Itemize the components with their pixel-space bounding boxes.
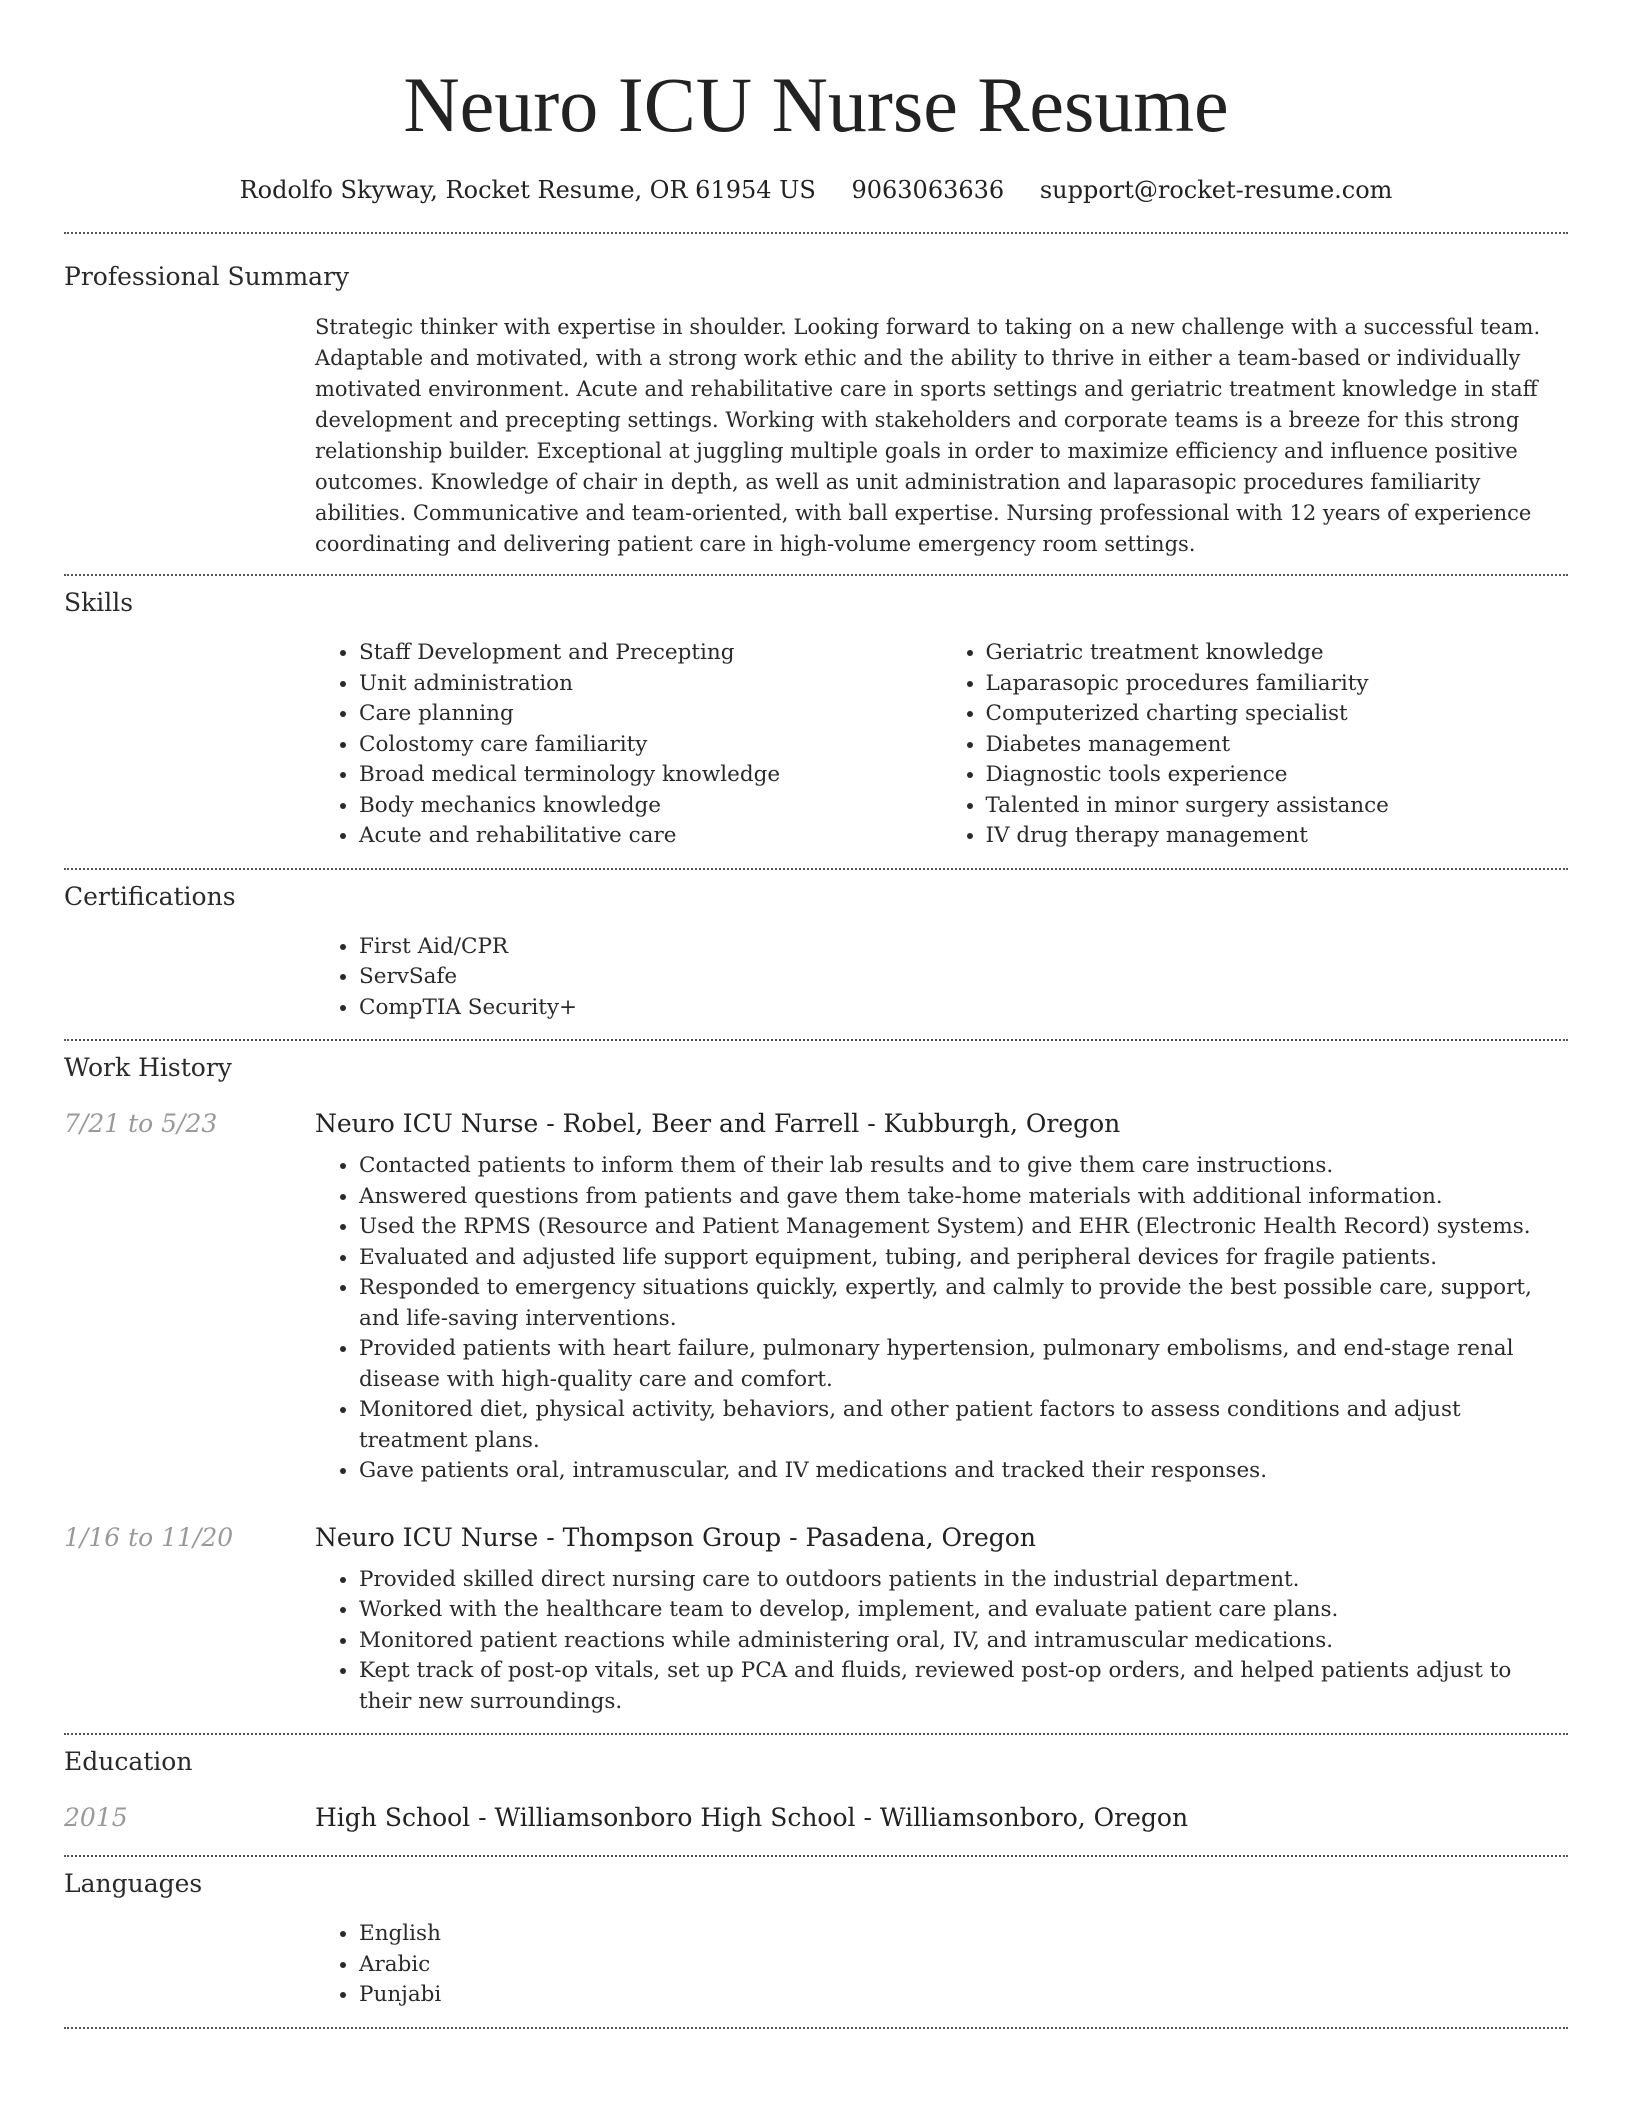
skills-section [64,576,1568,852]
languages-section [64,1857,1568,2011]
skills-list-right [942,638,1569,852]
contact-line [64,172,1568,208]
work-section [64,1041,1568,1717]
education-title: High School - Williamsonboro High School - Williamsonboro, Oregon [315,1803,1189,1832]
summary-section [64,234,1568,560]
list-item: • Kept track of post-op vitals, set up PCA and fluids, reviewed post-op orders, and helped patients adjust to their new surroundings. [359,1656,1568,1717]
list-item: • Gave patients oral, intramuscular, and IV medications and tracked their responses. [359,1456,1568,1487]
list-item: • Diagnostic tools experience [986,760,1569,791]
job-header [64,1107,1568,1141]
resume-title: Neuro ICU Nurse Resume [403,61,1229,148]
list-item: • Responded to emergency situations quickly, expertly, and calmly to provide the best possible care, support, and life-saving interventions. [359,1273,1568,1334]
job-bullets [315,1565,1568,1718]
work-heading: Work History [64,1053,232,1082]
list-item: • Broad medical terminology knowledge [359,760,942,791]
list-item: • IV drug therapy management [986,821,1569,852]
list-item: • Staff Development and Precepting [359,638,942,669]
job-title: Neuro ICU Nurse - Robel, Beer and Farrell - Kubburgh, Oregon [315,1109,1121,1138]
certifications-list [315,932,1568,1024]
education-date: 2015 [64,1803,128,1832]
summary-heading: Professional Summary [64,262,350,291]
job-bullets [315,1151,1568,1487]
list-item: • ServSafe [359,962,1568,993]
job-entry [64,1107,1568,1487]
list-item: • Talented in minor surgery assistance [986,791,1569,822]
job-date: 1/16 to 11/20 [64,1522,234,1552]
job-date: 7/21 to 5/23 [64,1109,218,1138]
job-bullet-list [315,1565,1568,1718]
job-title: Neuro ICU Nurse - Thompson Group - Pasadena, Oregon [315,1522,1036,1552]
skills-heading: Skills [64,588,134,617]
list-item: • Acute and rehabilitative care [359,821,942,852]
languages-body [315,1919,1568,2011]
list-item: • CompTIA Security+ [359,993,1568,1024]
list-item: • Evaluated and adjusted life support equipment, tubing, and peripheral devices for fragile patients. [359,1243,1568,1274]
contact-address: Rodolfo Skyway, Rocket Resume, OR 61954 US [239,176,816,204]
list-item: • Monitored diet, physical activity, behaviors, and other patient factors to assess conditions and adjust treatment plans. [359,1395,1568,1456]
education-heading: Education [64,1747,193,1776]
list-item: • First Aid/CPR [359,932,1568,963]
education-entry [64,1801,1568,1835]
list-item: • Monitored patient reactions while administering oral, IV, and intramuscular medications. [359,1626,1568,1657]
certifications-heading: Certifications [64,881,236,911]
job-entry [64,1521,1568,1718]
education-section [64,1735,1568,1835]
languages-heading: Languages [64,1869,203,1898]
list-item: • Diabetes management [986,730,1569,761]
list-item: • Body mechanics knowledge [359,791,942,822]
certifications-section [64,870,1568,1024]
list-item: • Geriatric treatment knowledge [986,638,1569,669]
contact-phone: 9063063636 [851,176,1005,204]
list-item: • Provided patients with heart failure, pulmonary hypertension, pulmonary embolisms, and end-stage renal disease with high-quality care and comfort. [359,1334,1568,1395]
list-item: • Provided skilled direct nursing care to outdoors patients in the industrial department. [359,1565,1568,1596]
contact-email: support@rocket-resume.com [1039,176,1393,204]
list-item: • Contacted patients to inform them of their lab results and to give them care instructions. [359,1151,1568,1182]
list-item: • Used the RPMS (Resource and Patient Management System) and EHR (Electronic Health Record) systems. [359,1212,1568,1243]
job-header [64,1521,1568,1555]
skills-grid [315,638,1568,852]
list-item: • Punjabi [359,1980,1568,2011]
job-bullet-list [315,1151,1568,1487]
list-item: • Arabic [359,1950,1568,1981]
list-item: • Unit administration [359,669,942,700]
divider [64,2027,1568,2029]
list-item: • Worked with the healthcare team to develop, implement, and evaluate patient care plans. [359,1595,1568,1626]
list-item: • Laparasopic procedures familiarity [986,669,1569,700]
list-item: • Care planning [359,699,942,730]
list-item: • Answered questions from patients and gave them take-home materials with additional information. [359,1182,1568,1213]
list-item: • English [359,1919,1568,1950]
certifications-body [315,932,1568,1024]
summary-text: Strategic thinker with expertise in shoulder. Looking forward to taking on a new challenge with a successful team. Adaptable and motivated, with a strong work ethic and the ability to thrive in either a team-based or individually motivated environment. Acute and rehabilitative care in sports settings and geriatric treatment knowledge in staff development and precepting settings. Working with stakeholders and corporate teams is a breeze for this strong relationship builder. Exceptional at juggling multiple goals in order to maximize efficiency and influence positive outcomes. Knowledge of chair in depth, as well as unit administration and laparasopic procedures familiarity abilities. Communicative and team-oriented, with ball expertise. Nursing professional with 12 years of experience coordinating and delivering patient care in high-volume emergency room settings. [315,315,1541,556]
list-item: • Computerized charting specialist [986,699,1569,730]
skills-list-left [315,638,942,852]
list-item: • Colostomy care familiarity [359,730,942,761]
languages-list [315,1919,1568,2011]
